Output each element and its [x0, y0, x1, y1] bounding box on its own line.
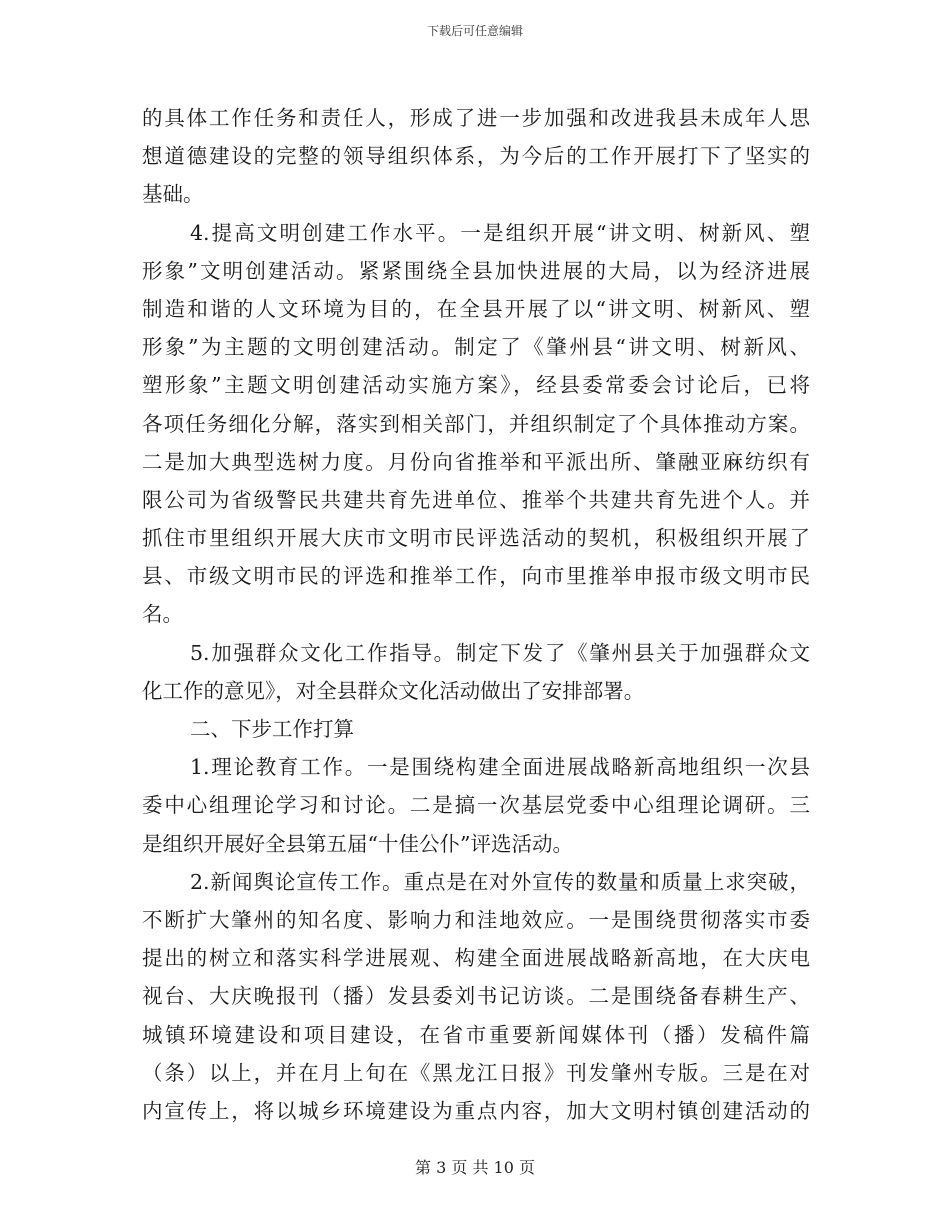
text-line: 是组织开展好全县第五届“十佳公仆”评选活动。	[142, 831, 573, 856]
text-line: 名。	[142, 602, 183, 627]
text-line: 委中心组理论学习和讨论。二是搞一次基层党委中心组理论调研。三	[142, 793, 810, 818]
text-line: 形象”文明创建活动。紧紧围绕全县加快进展的大局，以为经济进展	[142, 258, 810, 283]
text-line: （条）以上，并在月上旬在《黑龙江日报》刊发肇州专版。三是在对	[142, 1060, 810, 1085]
text-line: 各项任务细化分解，落实到相关部门，并组织制定了个具体推动方案。	[142, 411, 810, 436]
text-line: 不断扩大肇州的知名度、影响力和洼地效应。一是围绕贯彻落实市委	[142, 907, 810, 932]
page-header: 下载后可任意编辑	[426, 24, 523, 38]
text-line: 县、市级文明市民的评选和推举工作，向市里推举申报市级文明市民	[142, 564, 810, 589]
text-line: 视台、大庆晚报刊（播）发县委刘书记访谈。二是围绕备春耕生产、	[142, 984, 810, 1009]
text-line: 化工作的意见》，对全县群众文化活动做出了安排部署。	[142, 678, 645, 703]
paragraph-start-line: 2.新闻舆论宣传工作。重点是在对外宣传的数量和质量上求突破，	[190, 869, 810, 894]
document-body	[142, 99, 810, 1130]
section-heading: 二、下步工作打算	[190, 717, 354, 741]
text-line: 制造和谐的人文环境为目的，在全县开展了以“讲文明、树新风、塑	[142, 296, 810, 321]
text-line: 内宣传上，将以城乡环境建设为重点内容，加大文明村镇创建活动的	[142, 1098, 810, 1123]
text-line: 二是加大典型选树力度。月份向省推举和平派出所、肇融亚麻纺织有	[142, 449, 810, 474]
text-line: 城镇环境建设和项目建设，在省市重要新闻媒体刊（播）发稿件篇	[142, 1022, 810, 1047]
text-line: 提出的树立和落实科学进展观、构建全面进展战略新高地，在大庆电	[142, 946, 810, 971]
page-number-footer: 第 3 页 共 10 页	[415, 1158, 535, 1177]
text-line: 基础。	[142, 182, 204, 207]
paragraph-start-line: 1.理论教育工作。一是围绕构建全面进展战略新高地组织一次县	[190, 755, 810, 780]
text-line: 想道德建设的完整的领导组织体系，为今后的工作开展打下了坚实的	[142, 144, 810, 169]
text-line: 形象”为主题的文明创建活动。制定了《肇州县“讲文明、树新风、	[142, 335, 810, 360]
text-line: 限公司为省级警民共建共育先进单位、推举个共建共育先进个人。并	[142, 487, 810, 512]
text-line: 抓住市里组织开展大庆市文明市民评选活动的契机，积极组织开展了	[142, 526, 810, 551]
text-line: 塑形象”主题文明创建活动实施方案》，经县委常委会讨论后，已将	[142, 373, 810, 398]
paragraph-start-line: 4.提高文明创建工作水平。一是组织开展“讲文明、树新风、塑	[190, 220, 810, 245]
paragraph-start-line: 5.加强群众文化工作指导。制定下发了《肇州县关于加强群众文	[190, 640, 810, 665]
text-line: 的具体工作任务和责任人，形成了进一步加强和改进我县未成年人思	[142, 106, 810, 130]
